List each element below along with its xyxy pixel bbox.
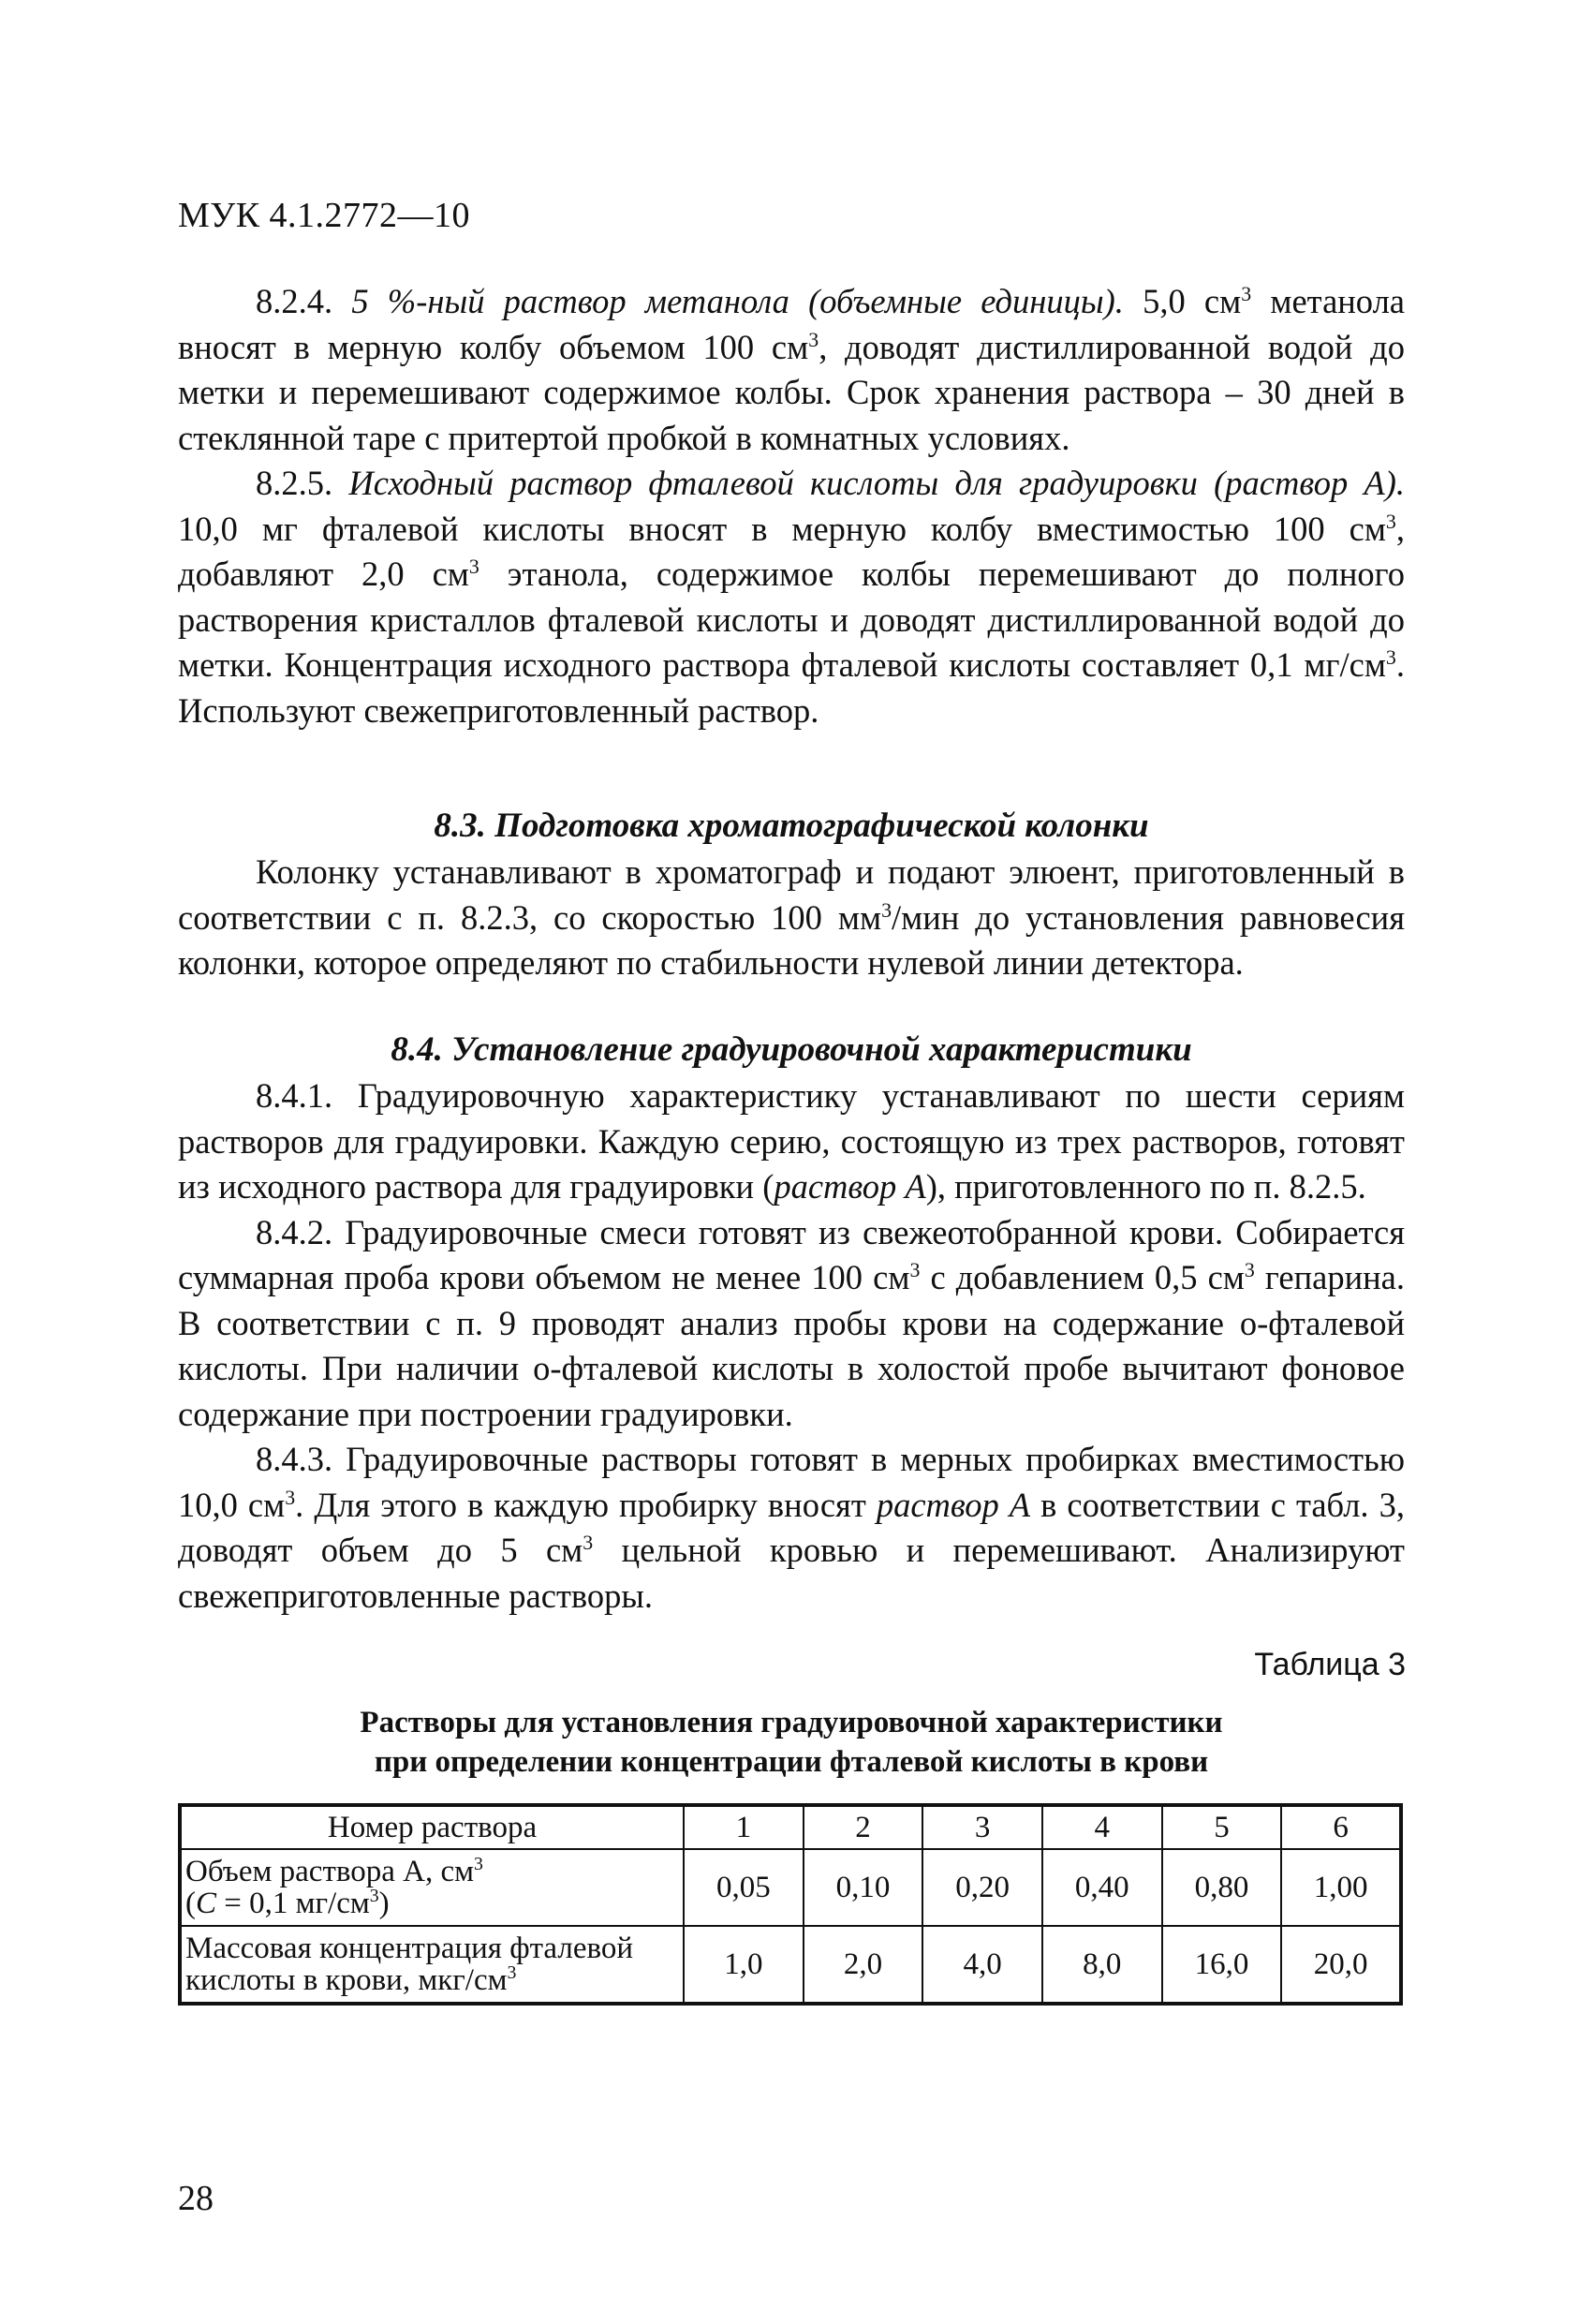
section-8-3-text xyxy=(178,850,1405,986)
page-number: 28 xyxy=(178,2179,214,2218)
table-cell: 0,05 xyxy=(684,1849,804,1926)
paragraph-8-4-2: 8.4.2. Градуировочные смеси готовят из свежеотобранной крови. Собирается суммарная проба крови объемом не менее 100 $см^3$ с добавлением 0,5 $см^3$ гепарина. В соответствии с п. 9 проводят анализ пробы крови на содержание о-фталевой кислоты. При наличии о-фталевой кислоты в холостой пробе вычитают фоновое содержание при построении градуировки. xyxy=(178,1212,1405,1433)
table-row-volume xyxy=(180,1849,1401,1926)
table-cell: 1,0 xyxy=(684,1926,804,2004)
table-header-cell: 5 xyxy=(1162,1805,1282,1849)
table-cell: 8,0 xyxy=(1042,1926,1162,2004)
table-header-row xyxy=(180,1805,1401,1849)
paragraph-8-4-3: 8.4.3. Градуировочные растворы готовят в мерных пробирках вместимостью 10,0 $см^3$. Для этого в каждую пробирку вносят раствор А в соответствии с табл. 3, доводят объем до 5 $см^3$ цельной кровью и перемешивают. Анализируют свежеприготовленные растворы. xyxy=(178,1440,1405,1615)
table-caption-line-2: при определении концентрации фталевой кислоты в крови xyxy=(374,1745,1209,1779)
table-cell: 2,0 xyxy=(804,1926,923,2004)
paragraph-8-2-5: 8.2.5. Исходный раствор фталевой кислоты для градуировки (раствор А). 10,0 мг фталевой кислоты вносят в мерную колбу вместимостью 100 $см^3$, добавляют 2,0 $см^3$ этанола, содержимое колбы перемешивают до полного растворения кристаллов фталевой кислоты и доводят дистиллированной водой до метки. Концентрация исходного раствора фталевой кислоты составляет 0,1 $мг/см^3$. Используют свежеприготовленный раствор. xyxy=(178,464,1406,730)
paragraph-8-2-4-title: 5 %-ный раствор метанола (объемные единицы). xyxy=(351,282,1124,320)
table-cell: 20,0 xyxy=(1281,1926,1401,2004)
table-cell: 4,0 xyxy=(922,1926,1042,2004)
table-cell: 0,20 xyxy=(922,1849,1042,1926)
table-caption-line-1: Растворы для установления градуировочной характеристики xyxy=(360,1706,1223,1739)
document-header: МУК 4.1.2772—10 xyxy=(178,196,471,235)
table-row-label-volume: Объем раствора А, $см^3$ (С = 0,1 $мг/см^3$) xyxy=(180,1849,684,1926)
table-header-cell: 6 xyxy=(1281,1805,1401,1849)
paragraph-8-3: Колонку устанавливают в хроматограф и подают элюент, приготовленный в соответствии с п. 8.2.3, со скоростью 100 $мм^3$/мин до установления равновесия колонки, которое определяют по стабильности нулевой линии детектора. xyxy=(178,852,1405,982)
table-cell: 0,80 xyxy=(1162,1849,1282,1926)
table-cell: 1,00 xyxy=(1281,1849,1401,1926)
paragraph-8-2-5-title: Исходный раствор фталевой кислоты для градуировки (раствор А). xyxy=(348,464,1406,502)
section-heading-8-4: 8.4. Установление градуировочной характеристики xyxy=(391,1030,1192,1069)
table-row-label-concentration: Массовая концентрация фталевой кислоты в крови, мкг/$см^3$ xyxy=(180,1926,684,2004)
table-header-cell: 3 xyxy=(922,1805,1042,1849)
table-cell: 16,0 xyxy=(1162,1926,1282,2004)
table-header-cell: 1 xyxy=(684,1805,804,1849)
calibration-table xyxy=(178,1803,1403,2006)
paragraph-8-4-1: 8.4.1. Градуировочную характеристику устанавливают по шести сериям растворов для градуировки. Каждую серию, состоящую из трех растворов, готовят из исходного раствора для градуировки (раствор А), приготовленного по п. 8.2.5. xyxy=(178,1076,1405,1206)
section-heading-8-3: 8.3. Подготовка хроматографической колонки xyxy=(434,807,1149,845)
table-header-cell: 4 xyxy=(1042,1805,1162,1849)
table-row-concentration xyxy=(180,1926,1401,2004)
paragraph-8-2-4: 8.2.4. 5 %-ный раствор метанола (объемные единицы). 5,0 $см^3$ метанола вносят в мерную колбу объемом 100 $см^3$, доводят дистиллированной водой до метки и перемешивают содержимое колбы. Срок хранения раствора – 30 дней в стеклянной таре с притертой пробкой в комнатных условиях. xyxy=(178,281,1406,457)
table-cell: 0,10 xyxy=(804,1849,923,1926)
section-8-4-text xyxy=(178,1073,1405,1619)
table-cell: 0,40 xyxy=(1042,1849,1162,1926)
table-header-label: Номер раствора xyxy=(180,1805,684,1849)
table-number: Таблица 3 xyxy=(1254,1647,1406,1682)
section-8-2-text xyxy=(178,279,1405,733)
table-header-cell: 2 xyxy=(804,1805,923,1849)
